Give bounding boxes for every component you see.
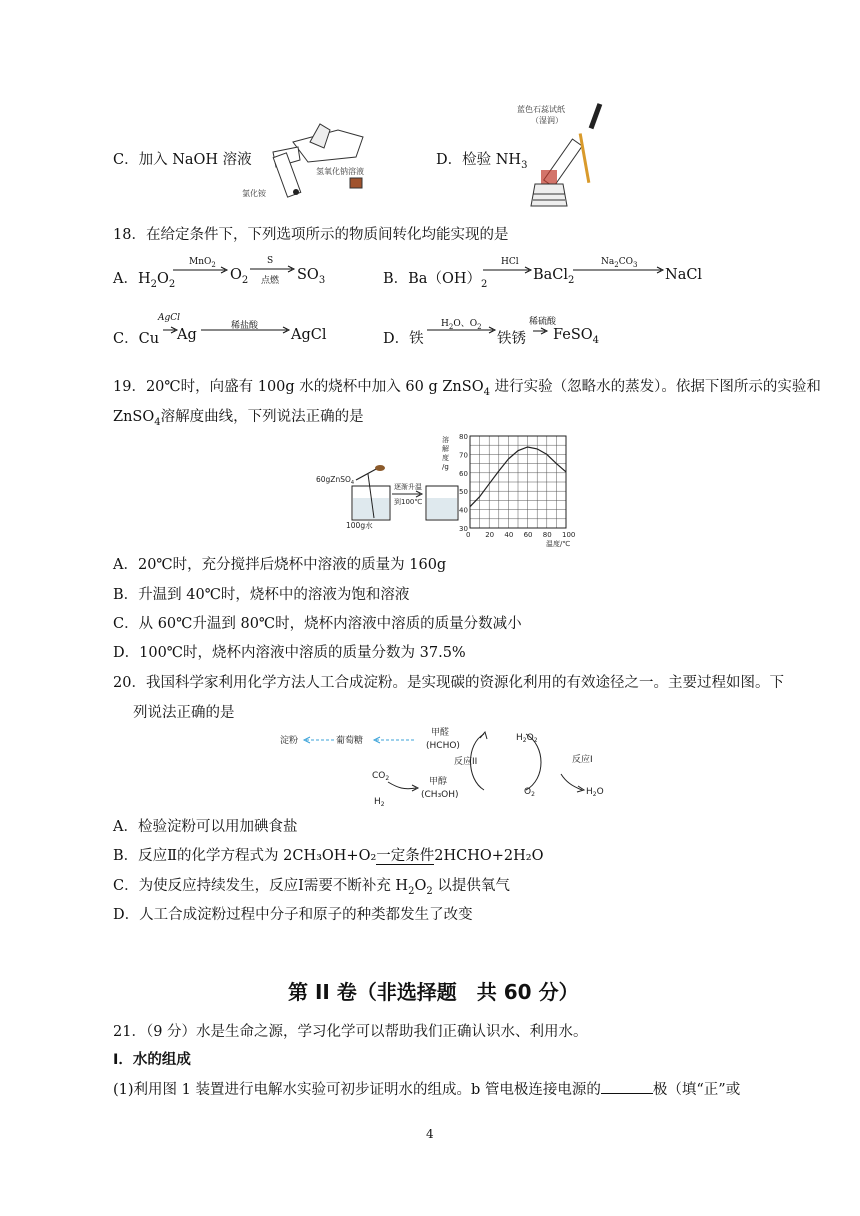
diagram-h2: $H_2$ — [374, 797, 385, 808]
q19-stem-line1: 19．20℃时，向盛有 100g 水的烧杯中加入 60 g ZnSO$_4$ 进行实验（忽略水的蒸发）。依据下图所示的实验和 — [113, 379, 821, 398]
q21-subheading: I．水的组成 — [113, 1052, 191, 1068]
q17-fig-d-label1: 蓝色石蕊试纸 — [517, 105, 565, 114]
q20-option-d: D．人工合成淀粉过程中分子和原子的种类都发生了改变 — [113, 907, 473, 923]
y-tick-label: 30 — [459, 525, 468, 533]
diagram-co2: $CO_2$ — [372, 771, 390, 782]
diagram-ch3oh: (CH₃OH) — [421, 790, 459, 800]
y-tick-label: 50 — [459, 488, 468, 497]
q19-fig-label3: 到100℃ — [394, 498, 423, 506]
q19-stem-line2: ZnSO$_4$溶解度曲线，下列说法正确的是 — [113, 409, 364, 428]
q18-b-arrow2 — [573, 266, 665, 274]
q19-option-c: C．从 60℃升温到 80℃时，烧杯内溶液中溶质的质量分数减小 — [113, 616, 522, 632]
x-tick-label: 80 — [542, 531, 552, 539]
q17-option-d: D．检验 $NH_3$ — [436, 152, 528, 171]
q20-process-diagram — [276, 724, 616, 814]
diagram-hcho: (HCHO) — [426, 741, 460, 751]
page-number: 4 — [426, 1127, 434, 1141]
diagram-h2o: $H_2O$ — [586, 787, 604, 798]
q20-option-a: A．检验淀粉可以用加碘食盐 — [113, 819, 298, 835]
q18-b-arrow1 — [483, 266, 533, 274]
q20-option-c: C．为使反应持续发生，反应Ⅰ需要不断补充 $H_2O_2$ 以提供氧气 — [113, 878, 510, 897]
y-axis-label-char: /g — [442, 463, 449, 471]
q21-line1: (1)利用图 1 装置进行电解水实验可初步证明水的组成。b 管电极连接电源的 极（填“正”或 — [113, 1082, 741, 1098]
q20-option-b: B．反应Ⅱ的化学方程式为 2CH₃OH+O₂一定条件2HCHO+2H₂O — [113, 848, 544, 864]
x-tick-label: 100 — [562, 531, 576, 539]
q18-option-d: D．铁 $H_2O$、$O_2$ 铁锈 稀硫酸 FeSO$_4$ — [383, 317, 600, 347]
y-tick-label: 60 — [459, 469, 468, 478]
q20-stem-line1: 20．我国科学家利用化学方法人工合成淀粉。是实现碳的资源化利用的有效途径之一。主要过程如图。下 — [113, 675, 784, 691]
diagram-starch: 淀粉 — [280, 736, 299, 746]
chart-xlabel: 温度/℃ — [546, 540, 571, 548]
diagram-glucose: 葡萄糖 — [336, 736, 364, 746]
q18-option-c: C．Cu AgCl Ag 稀盐酸 AgCl — [113, 313, 327, 347]
q18-a-arrow2 — [250, 265, 296, 273]
q21-blank[interactable] — [601, 1093, 653, 1094]
q18-a-arrow1 — [173, 266, 229, 274]
q18-d-arrow2 — [533, 326, 549, 336]
q19-option-a: A．20℃时，充分搅拌后烧杯中溶液的质量为 160g — [113, 557, 447, 573]
diagram-reaction1: 反应I — [572, 755, 593, 765]
q17-figure-d — [505, 98, 615, 213]
q18-option-b: B．$Ba(OH)_2$ HCl BaCl$_2$ $Na_2CO_3$ NaCl — [383, 257, 703, 290]
q19-fig-label4: 100g水 — [346, 521, 373, 530]
q19-solubility-chart — [436, 428, 586, 548]
q19-option-b: B．升温到 40℃时，烧杯中的溶液为饱和溶液 — [113, 587, 410, 603]
q18-c-arrow2 — [201, 326, 291, 334]
y-axis-label-char: 解 — [442, 445, 449, 453]
q21-stem: 21．（9 分）水是生命之源，学习化学可以帮助我们正确认识水、利用水。 — [113, 1024, 588, 1040]
q17-figure-c — [238, 112, 368, 202]
y-tick-label: 80 — [459, 433, 468, 441]
x-tick-label: 0 — [466, 531, 471, 539]
y-axis-label-char: 溶 — [442, 436, 449, 444]
q19-option-d: D．100℃时，烧杯内溶液中溶质的质量分数为 37.5% — [113, 645, 466, 661]
x-tick-label: 60 — [523, 531, 533, 539]
q20-stem-line2: 列说法正确的是 — [133, 705, 235, 721]
y-axis-label-char: 度 — [442, 454, 449, 462]
diagram-o2: $O_2$ — [524, 787, 535, 798]
diagram-reaction2: 反应II — [454, 757, 478, 767]
q18-stem: 18．在给定条件下，下列选项所示的物质间转化均能实现的是 — [113, 227, 509, 243]
q17-option-c: C．加入 NaOH 溶液 — [113, 152, 252, 168]
y-tick-label: 40 — [459, 506, 468, 515]
diagram-methanol: 甲醇 — [429, 777, 448, 787]
x-tick-label: 40 — [504, 531, 514, 539]
section-title: 第 II 卷（非选择题 共 60 分） — [288, 980, 579, 1004]
q17-fig-c-label1: 氯化铵 — [242, 189, 266, 198]
q19-fig-label2: 逐渐升温 — [394, 483, 422, 491]
y-tick-label: 70 — [459, 451, 468, 460]
q19-fig-label1: 60gZnSO$_4$ — [316, 475, 355, 486]
q17-fig-d-label2: （湿润） — [531, 116, 563, 125]
q17-fig-c-label2: 氢氧化钠溶液 — [316, 167, 364, 176]
x-tick-label: 20 — [485, 531, 495, 539]
diagram-formaldehyde: 甲醛 — [431, 728, 450, 738]
q18-d-arrow1 — [427, 326, 497, 334]
diagram-h2o2: $H_2O_2$ — [516, 733, 538, 744]
